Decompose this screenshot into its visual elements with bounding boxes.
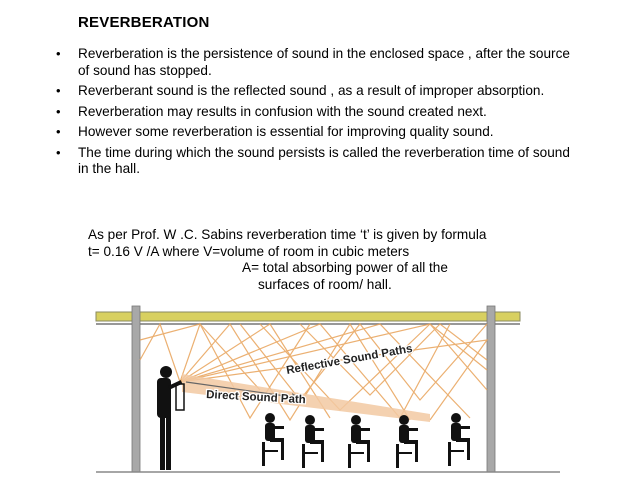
bullet-list: [52, 46, 572, 182]
formula-a-definition-cont: surfaces of room/ hall.: [258, 276, 392, 292]
bullet-item: [52, 124, 572, 141]
bullet-dot-icon: •: [56, 83, 61, 98]
left-pillar: [132, 306, 140, 472]
listener-icon: [348, 415, 370, 468]
bullet-item: [52, 104, 572, 121]
bullet-dot-icon: •: [56, 144, 61, 160]
formula-intro: As per Prof. W .C. Sabins reverberation time ‘t’ is given by formula: [88, 227, 487, 242]
bullet-text: Reverberation is the persistence of sound in the enclosed space , after the source of sound has stopped.: [78, 46, 570, 78]
bullet-text: Reverberation may results in confusion with the sound created next.: [78, 103, 487, 119]
reverberation-diagram: [0, 300, 638, 478]
formula-a-definition: A= total absorbing power of all the: [242, 260, 448, 275]
bullet-text: The time during which the sound persists is called the reverberation time of sound in the hall.: [78, 144, 570, 176]
direct-path-label: Direct Sound Path: [205, 389, 307, 407]
bullet-dot-icon: •: [56, 46, 61, 61]
formula-equation: t= 0.16 V /A where V=volume of room in cubic meters: [88, 243, 410, 259]
bullet-text: Reverberant sound is the reflected sound , as a result of improper absorption.: [78, 83, 545, 98]
bullet-item: [52, 145, 572, 178]
bullet-dot-icon: •: [56, 124, 61, 139]
slide-title: REVERBERATION: [78, 14, 210, 31]
ceiling-beam: [96, 312, 520, 321]
reflective-paths-label: Reflective Sound Paths: [285, 342, 414, 377]
right-pillar: [487, 306, 495, 472]
listener-icon: [262, 413, 284, 466]
listener-icon: [448, 413, 470, 466]
bullet-text: However some reverberation is essential for improving quality sound.: [78, 124, 494, 139]
bullet-item: [52, 46, 572, 79]
speaker-figure-icon: [157, 366, 184, 470]
listener-icon: [396, 415, 418, 468]
formula-block: [88, 227, 558, 293]
bullet-item: [52, 83, 572, 100]
listener-icon: [302, 415, 324, 468]
bullet-dot-icon: •: [56, 103, 61, 119]
